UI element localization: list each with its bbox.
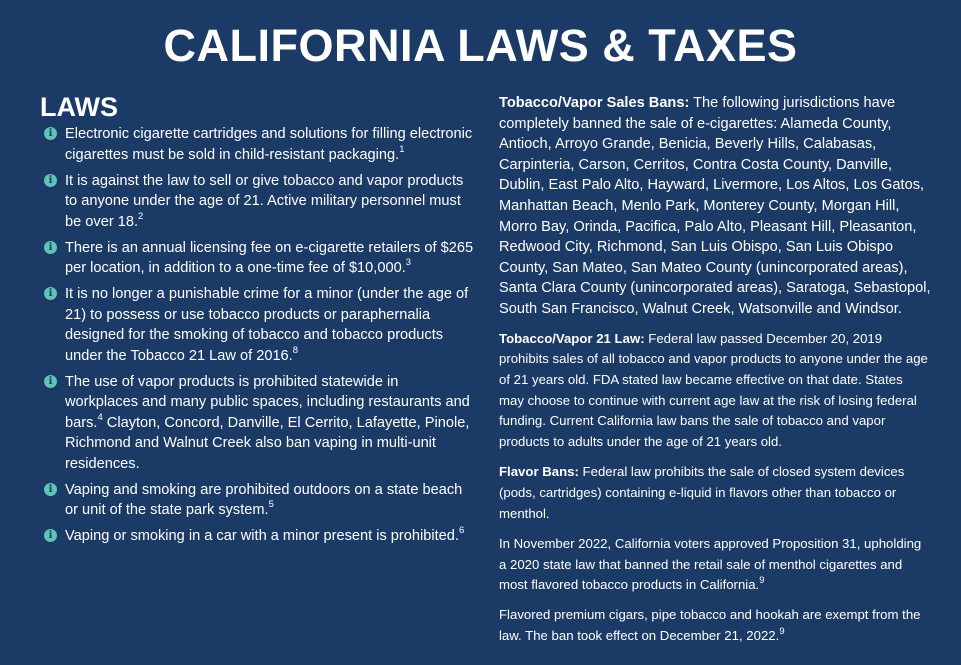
footnote-ref: 9 — [759, 574, 765, 586]
premium-exempt-text: Flavored premium cigars, pipe tobacco and hookah are exempt from the law. The ban took effect on December 21, 2022. — [499, 607, 921, 644]
prop31-text: In November 2022, California voters approved Proposition 31, upholding a 2020 state law that banned the retail sale of menthol cigarettes and most flavored tobacco products in California. — [499, 535, 922, 593]
list-item — [44, 480, 474, 521]
sales-bans-paragraph — [499, 93, 931, 320]
prop31-paragraph — [499, 534, 931, 596]
t21-text: Federal law passed December 20, 2019 prohibits sales of all tobacco and vapor products to anyone under the age of 21 years old. FDA stated law became effective on that date. States may choose to continue with current age law at the risk of losing federal funding. Current California law bans the sale of tobacco and vapor products to adults under the age of 21 years old. — [499, 330, 928, 450]
list-item — [44, 238, 474, 279]
law-text: There is an annual licensing fee on e-cigarette retailers of $265 per location, in addition to a one-time fee of $10,000. — [65, 239, 474, 276]
law-text: The use of vapor products is prohibited statewide in workplaces and many public spaces, including restaurants and bars. — [65, 373, 470, 431]
laws-list — [44, 124, 474, 552]
footnote-ref: 2 — [138, 210, 144, 222]
law-text: It is against the law to sell or give tobacco and vapor products to anyone under the age of 21. Active military personnel must be over 18. — [65, 172, 464, 230]
info-icon: i — [44, 127, 57, 140]
list-item — [44, 171, 474, 233]
right-column — [499, 93, 931, 656]
sales-bans-text: The following jurisdictions have completely banned the sale of e-cigarettes: Alameda County, Antioch, Arroyo Grande, Benicia, Beverly Hills, Calabasas, Carpinteria, Carson, Cerritos, Contra Costa County, Danville, Dublin, East Palo Alto, Hayward, Livermore, Los Altos, Los Gatos, Manhattan Beach, Menlo Park, Monterey County, Morgan Hill, Morro Bay, Orinda, Pacifica, Palo Alto, Pleasant Hill, Pleasanton, Redwood City, Richmond, San Luis Obispo, San Luis Obispo County, San Mateo, San Mateo County (unincorporated areas), Santa Clara County (unincorporated areas), Saratoga, Sebastopol, South San Francisco, Walnut Creek, Watsonville and Windsor. — [499, 95, 931, 317]
law-text: It is no longer a punishable crime for a minor (under the age of 21) to possess or use tobacco products or paraphernalia designed for the smoking of tobacco and tobacco products under the Tobacco 21 Law of 2016. — [65, 286, 469, 364]
info-icon: i — [44, 287, 57, 300]
law-text: Vaping and smoking are prohibited outdoors on a state beach or unit of the state park system. — [65, 481, 463, 518]
info-icon: i — [44, 174, 57, 187]
sales-bans-lead: Tobacco/Vapor Sales Bans: — [499, 95, 690, 111]
t21-lead: Tobacco/Vapor 21 Law: — [499, 330, 645, 346]
footnote-ref: 9 — [779, 625, 785, 637]
list-item — [44, 284, 474, 366]
footnote-ref: 3 — [405, 257, 412, 269]
footnote-ref: 4 — [97, 411, 103, 423]
footnote-ref: 1 — [399, 143, 405, 155]
list-item — [44, 526, 474, 547]
info-icon: i — [44, 529, 57, 542]
law-text-continued: Clayton, Concord, Danville, El Cerrito, Lafayette, Pinole, Richmond and Walnut Creek also ban vaping in multi-unit residences. — [65, 414, 470, 472]
page-title: CALIFORNIA LAWS & TAXES — [163, 20, 798, 71]
info-icon: i — [44, 241, 57, 254]
info-icon: i — [44, 375, 57, 388]
footnote-ref: 6 — [458, 525, 465, 537]
premium-exempt-paragraph — [499, 605, 931, 646]
list-item — [44, 124, 474, 165]
info-icon: i — [44, 483, 57, 496]
t21-paragraph — [499, 329, 931, 453]
list-item — [44, 372, 474, 475]
flavor-bans-paragraph — [499, 462, 931, 524]
laws-heading: LAWS — [40, 92, 118, 122]
flavor-bans-lead: Flavor Bans: — [499, 464, 579, 480]
law-text: Vaping or smoking in a car with a minor present is prohibited. — [65, 528, 459, 544]
flavor-bans-text: Federal law prohibits the sale of closed system devices (pods, cartridges) containing e-liquid in flavors other than tobacco or menthol. — [499, 464, 905, 521]
footnote-ref: 8 — [292, 344, 299, 356]
law-text: Electronic cigarette cartridges and solutions for filling electronic cigarettes must be sold in child-resistant packaging. — [65, 126, 473, 163]
footnote-ref: 5 — [268, 499, 274, 511]
